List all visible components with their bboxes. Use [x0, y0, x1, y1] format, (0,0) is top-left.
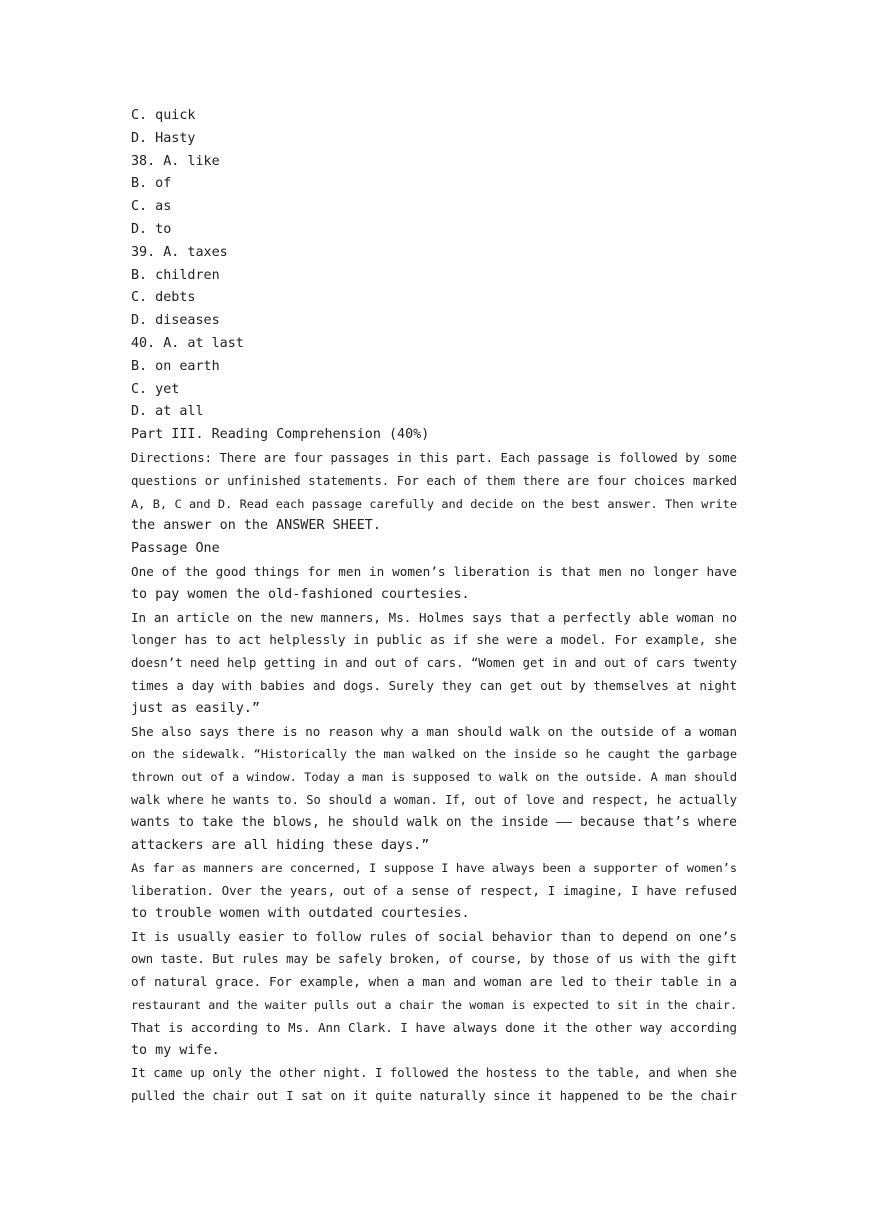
passage-line: It is usually easier to follow rules of social behavior than to depend on one’s: [131, 928, 737, 944]
answer-options: [131, 105, 737, 424]
passage-line: doesn’t need help getting in and out of cars. “Women get in and out of cars twenty: [131, 656, 737, 671]
option-line: B. children: [131, 267, 220, 283]
passage-line: to my wife.: [131, 1042, 220, 1058]
directions-line: A, B, C and D. Read each passage carefully and decide on the best answer. Then write: [131, 496, 737, 511]
passage-line: restaurant and the waiter pulls out a chair the woman is expected to sit in the chair.: [131, 998, 737, 1013]
passage-line: One of the good things for men in women’s liberation is that men no longer have: [131, 563, 737, 579]
passage-line: to trouble women with outdated courtesies.: [131, 905, 470, 921]
passage-line: walk where he wants to. So should a woman. If, out of love and respect, he actually: [131, 792, 737, 807]
directions-line: the answer on the ANSWER SHEET.: [131, 518, 381, 534]
option-line: C. quick: [131, 108, 196, 123]
option-line: D. to: [131, 221, 172, 237]
passage-line: on the sidewalk. “Historically the man walked on the inside so he caught the garbage: [131, 747, 737, 762]
passage-line: of natural grace. For example, when a man and woman are led to their table in a: [131, 974, 737, 990]
directions-line: questions or unfinished statements. For each of them there are four choices marked: [131, 473, 737, 488]
passage-line: As far as manners are concerned, I suppose I have always been a supporter of women’s: [131, 861, 737, 876]
passage-title: Passage One: [131, 541, 220, 557]
directions-line: Directions: There are four passages in this part. Each passage is followed by some: [131, 450, 737, 465]
passage-line: In an article on the new manners, Ms. Holmes says that a perfectly able woman no: [131, 609, 737, 625]
option-line: 38. A. like: [131, 153, 220, 169]
passage-paragraph: [131, 857, 737, 925]
option-line: 39. A. taxes: [131, 244, 228, 260]
option-line: C. yet: [131, 381, 180, 397]
option-line: C. debts: [131, 290, 196, 306]
part-heading: Part III. Reading Comprehension (40%): [131, 427, 430, 443]
option-line: B. on earth: [131, 358, 220, 374]
passage-paragraph: [131, 1062, 737, 1108]
passage-line: attackers are all hiding these days.”: [131, 837, 430, 853]
passage-line: just as easily.”: [131, 700, 260, 716]
passage-line: own taste. But rules may be safely broken, of course, by those of us with the gift: [131, 952, 737, 967]
option-line: B. of: [131, 176, 172, 192]
passage-line: times a day with babies and dogs. Surely they can get out by themselves at night: [131, 677, 737, 693]
option-line: D. at all: [131, 404, 204, 420]
option-line: C. as: [131, 199, 172, 215]
passage-paragraph: [131, 926, 737, 1063]
document-page: [131, 105, 737, 1108]
passage-line: thrown out of a window. Today a man is supposed to walk on the outside. A man should: [131, 770, 737, 785]
passage-line: It came up only the other night. I followed the hostess to the table, and when she: [131, 1066, 737, 1081]
passage-line: wants to take the blows, he should walk on the inside —— because that’s where: [131, 814, 737, 830]
passage-line: to pay women the old-fashioned courtesies.: [131, 586, 470, 602]
passage-line: pulled the chair out I sat on it quite naturally since it happened to be the chair: [131, 1089, 737, 1104]
passage-paragraph: [131, 721, 737, 858]
option-line: 40. A. at last: [131, 335, 244, 351]
option-line: D. Hasty: [131, 130, 196, 146]
passage-line: liberation. Over the years, out of a sense of respect, I imagine, I have refused: [131, 883, 737, 899]
option-line: D. diseases: [131, 313, 220, 329]
passage-line: That is according to Ms. Ann Clark. I have always done it the other way according: [131, 1020, 737, 1035]
passage-paragraph: [131, 561, 737, 607]
passage-paragraph: [131, 607, 737, 721]
passage-line: longer has to act helplessly in public as if she were a model. For example, she: [131, 632, 737, 648]
passage-line: She also says there is no reason why a man should walk on the outside of a woman: [131, 723, 737, 739]
directions-paragraph: [131, 447, 737, 538]
